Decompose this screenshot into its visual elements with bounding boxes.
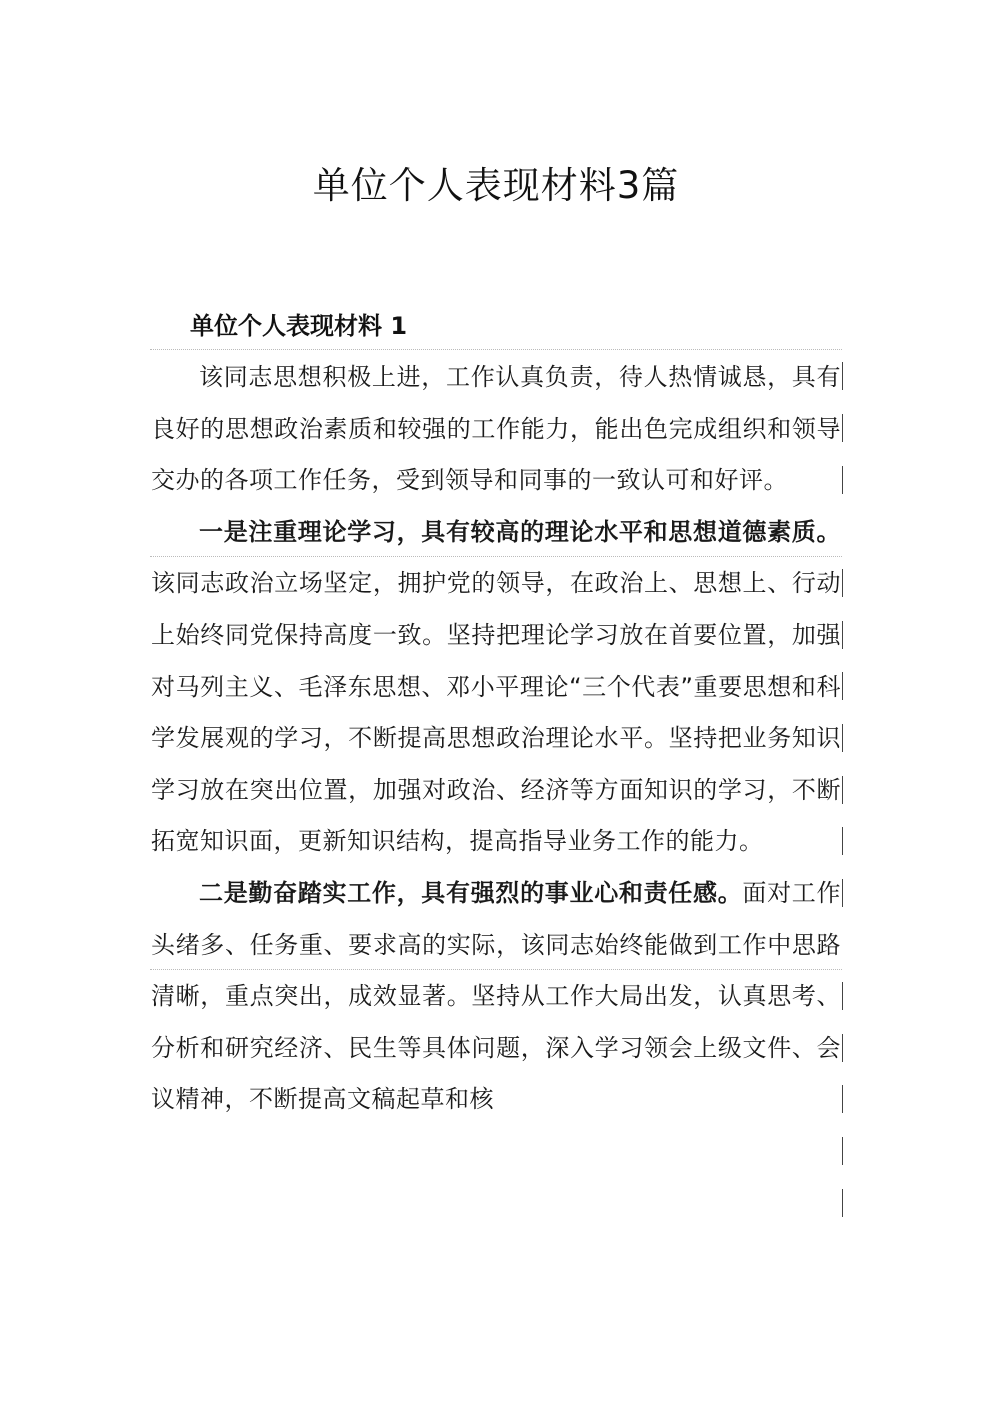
margin-mark — [842, 466, 843, 494]
margin-mark — [842, 1137, 843, 1165]
margin-mark — [842, 569, 843, 597]
paragraph-intro — [151, 352, 841, 507]
document-body — [151, 352, 841, 1126]
margin-mark — [842, 362, 843, 390]
paragraph-separator — [150, 349, 842, 350]
paragraph-separator — [150, 969, 842, 970]
margin-mark — [842, 621, 843, 649]
paragraph-separator — [150, 556, 842, 557]
margin-mark — [842, 982, 843, 1010]
margin-mark — [842, 672, 843, 700]
margin-mark — [842, 414, 843, 442]
margin-mark — [842, 1034, 843, 1062]
paragraph-text: 该同志政治立场坚定，拥护党的领导，在政治上、思想上、行动上始终同党保持高度一致。坚持把理论学习放在首要位置，加强对马列主义、毛泽东思想、邓小平理论“三个代表”重要思想和科学发展观的学习，不断提高思想政治理论水平。坚持把业务知识学习放在突出位置，加强对政治、经济等方面知识的学习，不断拓宽知识面，更新知识结构，提高指导业务工作的能力。 — [151, 569, 841, 856]
paragraph-lead: 二是勤奋踏实工作，具有强烈的事业心和责任感。 — [199, 878, 743, 907]
document-title: 单位个人表现材料3篇 — [312, 164, 680, 207]
paragraph-lead: 一是注重理论学习，具有较高的理论水平和思想道德素质。 — [199, 517, 841, 546]
section-heading: 单位个人表现材料 1 — [190, 312, 408, 340]
paragraph-theory-study — [151, 507, 841, 868]
margin-mark — [842, 776, 843, 804]
margin-mark — [842, 1085, 843, 1113]
margin-mark — [842, 724, 843, 752]
paragraph-text: 该同志思想积极上进，工作认真负责，待人热情诚恳，具有良好的思想政治素质和较强的工作能力，能出色完成组织和领导交办的各项工作任务，受到领导和同事的一致认可和好评。 — [151, 363, 841, 495]
margin-mark — [842, 827, 843, 855]
paragraph-text: 面对工作头绪多、任务重、要求高的实际，该同志始终能做到工作中思路清晰，重点突出，成效显著。坚持从工作大局出发，认真思考、分析和研究经济、民生等具体问题，深入学习领会上级文件、会议精神，不断提高文稿起草和核 — [151, 878, 842, 1114]
margin-mark — [842, 879, 843, 907]
margin-mark — [842, 1189, 843, 1217]
paragraph-diligent-work — [151, 868, 841, 1126]
